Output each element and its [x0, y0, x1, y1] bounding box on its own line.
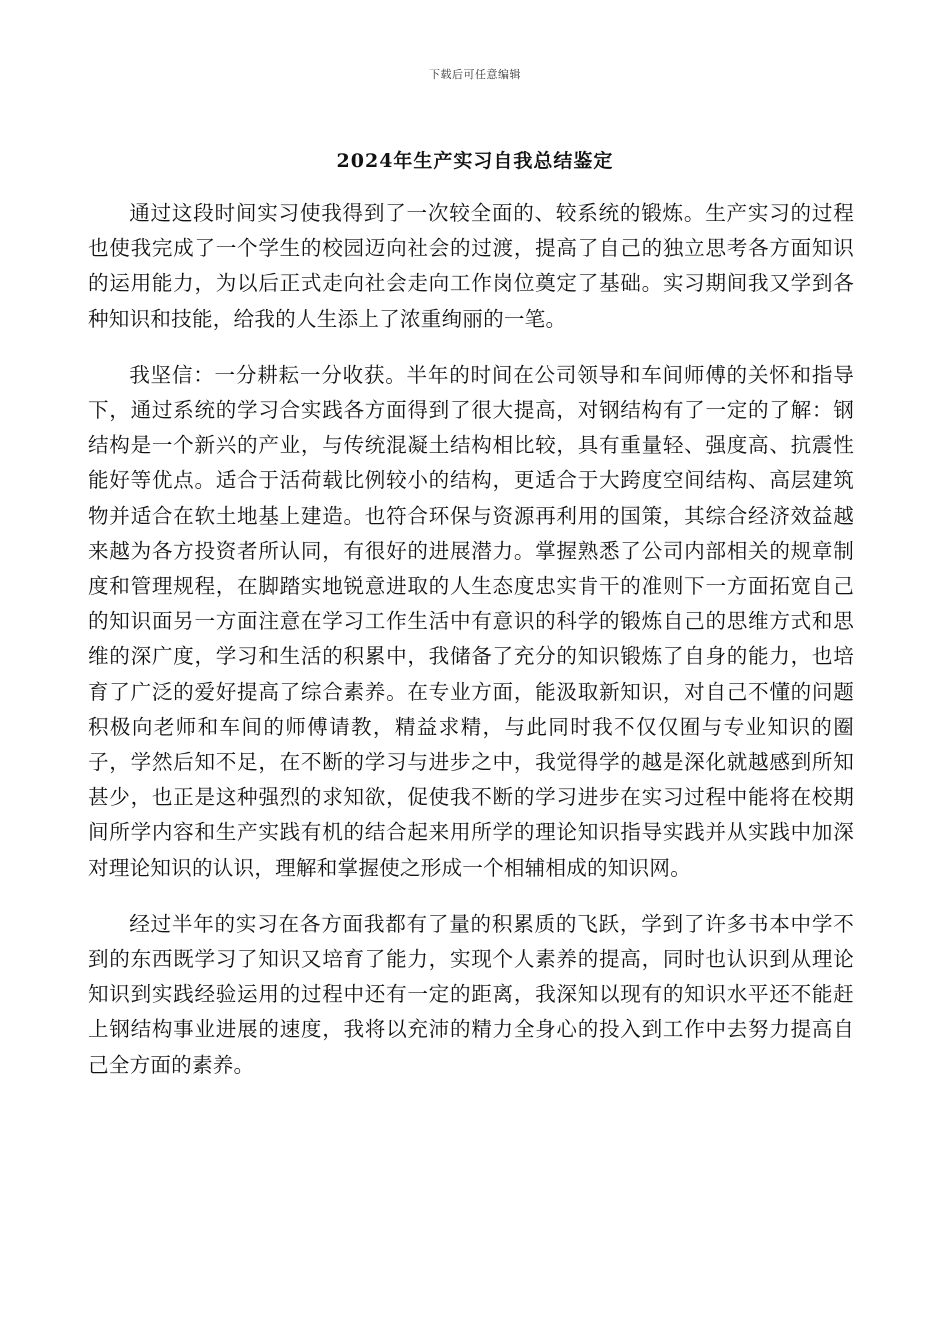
document-title: 2024年生产实习自我总结鉴定	[336, 150, 614, 172]
paragraph-1: 通过这段时间实习使我得到了一次较全面的、较系统的锻炼。生产实习的过程也使我完成了一个学生的校园迈向社会的过渡，提高了自己的独立思考各方面知识的运用能力，为以后正式走向社会走向工作岗位奠定了基础。实习期间我又学到各种知识和技能，给我的人生添上了浓重绚丽的一笔。	[88, 201, 854, 331]
page-header: 下载后可任意编辑	[429, 68, 521, 81]
paragraph-3: 经过半年的实习在各方面我都有了量的积累质的飞跃，学到了许多书本中学不到的东西既学习了知识又培育了能力，实现个人素养的提高，同时也认识到从理论知识到实践经验运用的过程中还有一定的距离，我深知以现有的知识水平还不能赶上钢结构事业进展的速度，我将以充沛的精力全身心的投入到工作中去努力提高自己全方面的素养。	[88, 911, 854, 1077]
paragraph-2: 我坚信：一分耕耘一分收获。半年的时间在公司领导和车间师傅的关怀和指导下，通过系统的学习合实践各方面得到了很大提高，对钢结构有了一定的了解：钢结构是一个新兴的产业，与传统混凝土结构相比较，具有重量轻、强度高、抗震性能好等优点。适合于活荷载比例较小的结构，更适合于大跨度空间结构、高层建筑物并适合在软土地基上建造。也符合环保与资源再利用的国策，其综合经济效益越来越为各方投资者所认同，有很好的进展潜力。掌握熟悉了公司内部相关的规章制度和管理规程，在脚踏实地锐意进取的人生态度忠实肯干的准则下一方面拓宽自己的知识面另一方面注意在学习工作生活中有意识的科学的锻炼自己的思维方式和思维的深广度，学习和生活的积累中，我储备了充分的知识锻炼了自身的能力，也培育了广泛的爱好提高了综合素养。在专业方面，能汲取新知识，对自己不懂的问题积极向老师和车间的师傅请教，精益求精，与此同时我不仅仅囿与专业知识的圈子，学然后知不足，在不断的学习与进步之中，我觉得学的越是深化就越感到所知甚少，也正是这种强烈的求知欲，促使我不断的学习进步在实习过程中能将在校期间所学内容和生产实践有机的结合起来用所学的理论知识指导实践并从实践中加深对理论知识的认识，理解和掌握使之形成一个相辅相成的知识网。	[88, 362, 854, 880]
document-body	[88, 196, 854, 1104]
